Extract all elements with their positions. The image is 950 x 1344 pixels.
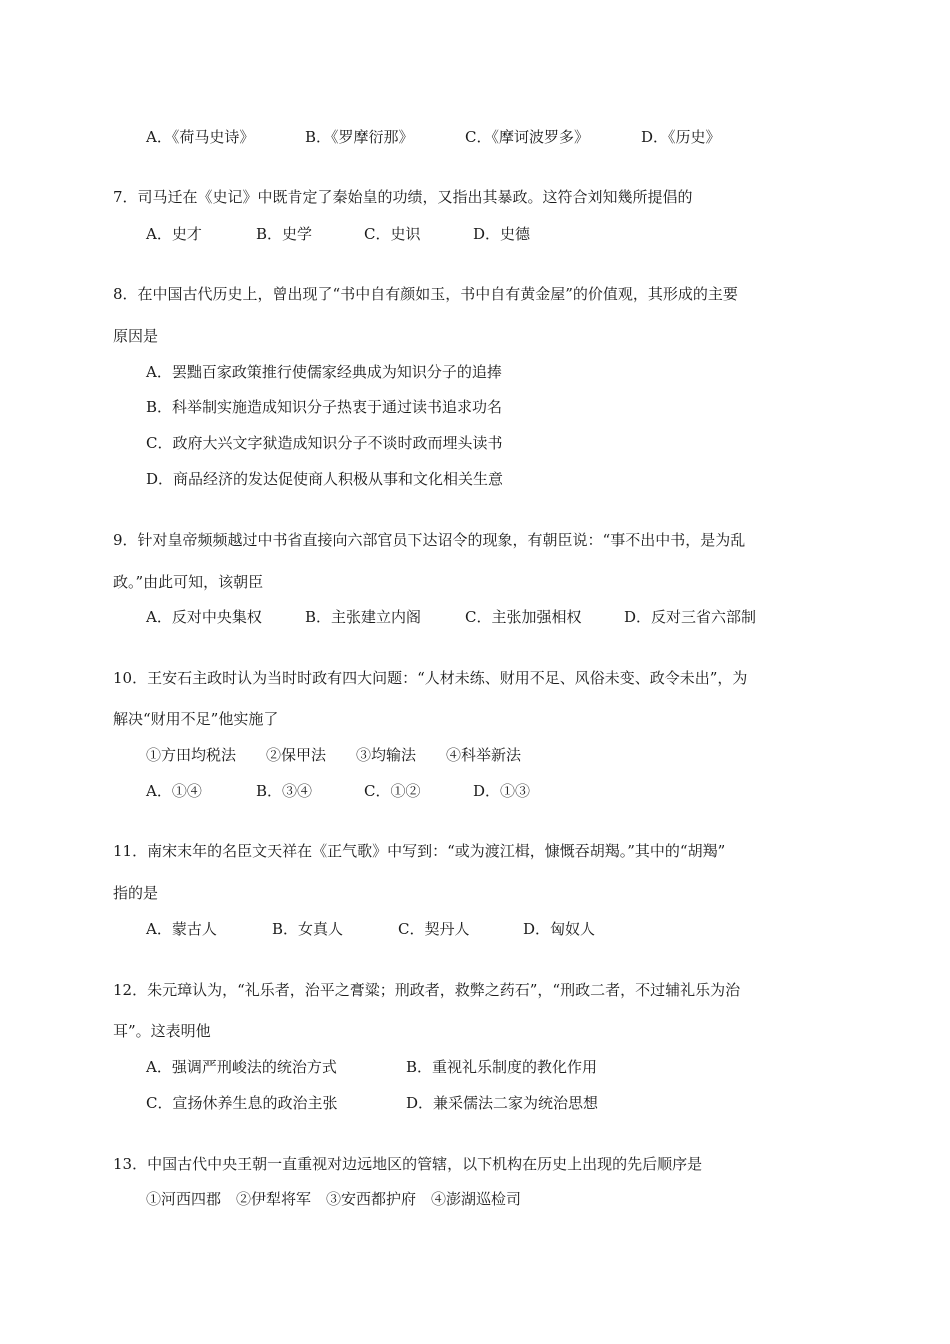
q7-stem: 7．司马迁在《史记》中既肯定了秦始皇的功绩，又指出其暴政。这符合刘知幾所提倡的 [113, 188, 693, 206]
q9-stem-line1: 9．针对皇帝频频越过中书省直接向六部官员下达诏令的现象，有朝臣说：“事不出中书，是为乱 [113, 531, 746, 549]
q6-option-d: D．《历史》 [641, 128, 721, 146]
q8-stem-line1: 8．在中国古代历史上，曾出现了“书中自有颜如玉，书中自有黄金屋”的价值观，其形成的主要 [113, 285, 738, 303]
q11-option-d: D．匈奴人 [523, 920, 596, 938]
q10-option-c: C．①② [364, 782, 421, 800]
q7-option-a: A．史才 [146, 225, 202, 243]
q11-option-c: C．契丹人 [398, 920, 470, 938]
q12-option-d: D．兼采儒法二家为统治思想 [406, 1094, 599, 1112]
q10-option-d: D．①③ [473, 782, 531, 800]
q6-option-c: C．《摩诃波罗多》 [465, 128, 589, 146]
q9-option-d: D．反对三省六部制 [624, 608, 757, 626]
q13-stem: 13．中国古代中央王朝一直重视对边远地区的管辖，以下机构在历史上出现的先后顺序是 [113, 1155, 703, 1173]
q10-option-b: B．③④ [256, 782, 313, 800]
q12-stem-line1: 12．朱元璋认为，“礼乐者，治平之膏粱；刑政者，救弊之药石”，“刑政二者，不过辅礼乐为治 [113, 981, 741, 999]
q10-stem-line2: 解决“财用不足”他实施了 [113, 710, 279, 728]
q11-stem-line1: 11．南宋末年的名臣文天祥在《正气歌》中写到：“或为渡江楫，慷慨吞胡羯。”其中的“胡羯” [113, 842, 726, 860]
q6-option-b: B．《罗摩衍那》 [305, 128, 414, 146]
q8-option-c: C．政府大兴文字狱造成知识分子不谈时政而埋头读书 [146, 434, 503, 452]
q10-stem-line1: 10．王安石主政时认为当时时政有四大问题：“人材未练、财用不足、风俗未变、政令未出”，为 [113, 669, 748, 687]
q11-stem-line2: 指的是 [113, 884, 159, 902]
q6-option-a: A．《荷马史诗》 [146, 128, 255, 146]
q8-option-b: B．科举制实施造成知识分子热衷于通过读书追求功名 [146, 398, 503, 416]
q10-option-a: A．①④ [146, 782, 202, 800]
q7-option-c: C．史识 [364, 225, 421, 243]
q9-option-a: A．反对中央集权 [146, 608, 262, 626]
q8-stem-line2: 原因是 [113, 327, 159, 345]
q9-option-b: B．主张建立内阁 [305, 608, 422, 626]
q9-stem-line2: 政。”由此可知，该朝臣 [113, 573, 264, 591]
q12-stem-line2: 耳”。这表明他 [113, 1022, 211, 1040]
q8-option-a: A．罢黜百家政策推行使儒家经典成为知识分子的追捧 [146, 363, 502, 381]
q9-option-c: C．主张加强相权 [465, 608, 582, 626]
q10-items: ①方田均税法 ②保甲法 ③均输法 ④科举新法 [146, 746, 522, 764]
q11-option-b: B．女真人 [272, 920, 344, 938]
q13-items: ①河西四郡 ②伊犁将军 ③安西都护府 ④澎湖巡检司 [146, 1190, 522, 1208]
q12-option-a: A．强调严刑峻法的统治方式 [146, 1058, 337, 1076]
q8-option-d: D．商品经济的发达促使商人积极从事和文化相关生意 [146, 470, 504, 488]
q11-option-a: A．蒙古人 [146, 920, 217, 938]
q12-option-c: C．宣扬休养生息的政治主张 [146, 1094, 338, 1112]
q12-option-b: B．重视礼乐制度的教化作用 [406, 1058, 598, 1076]
q7-option-b: B．史学 [256, 225, 313, 243]
q7-option-d: D．史德 [473, 225, 531, 243]
